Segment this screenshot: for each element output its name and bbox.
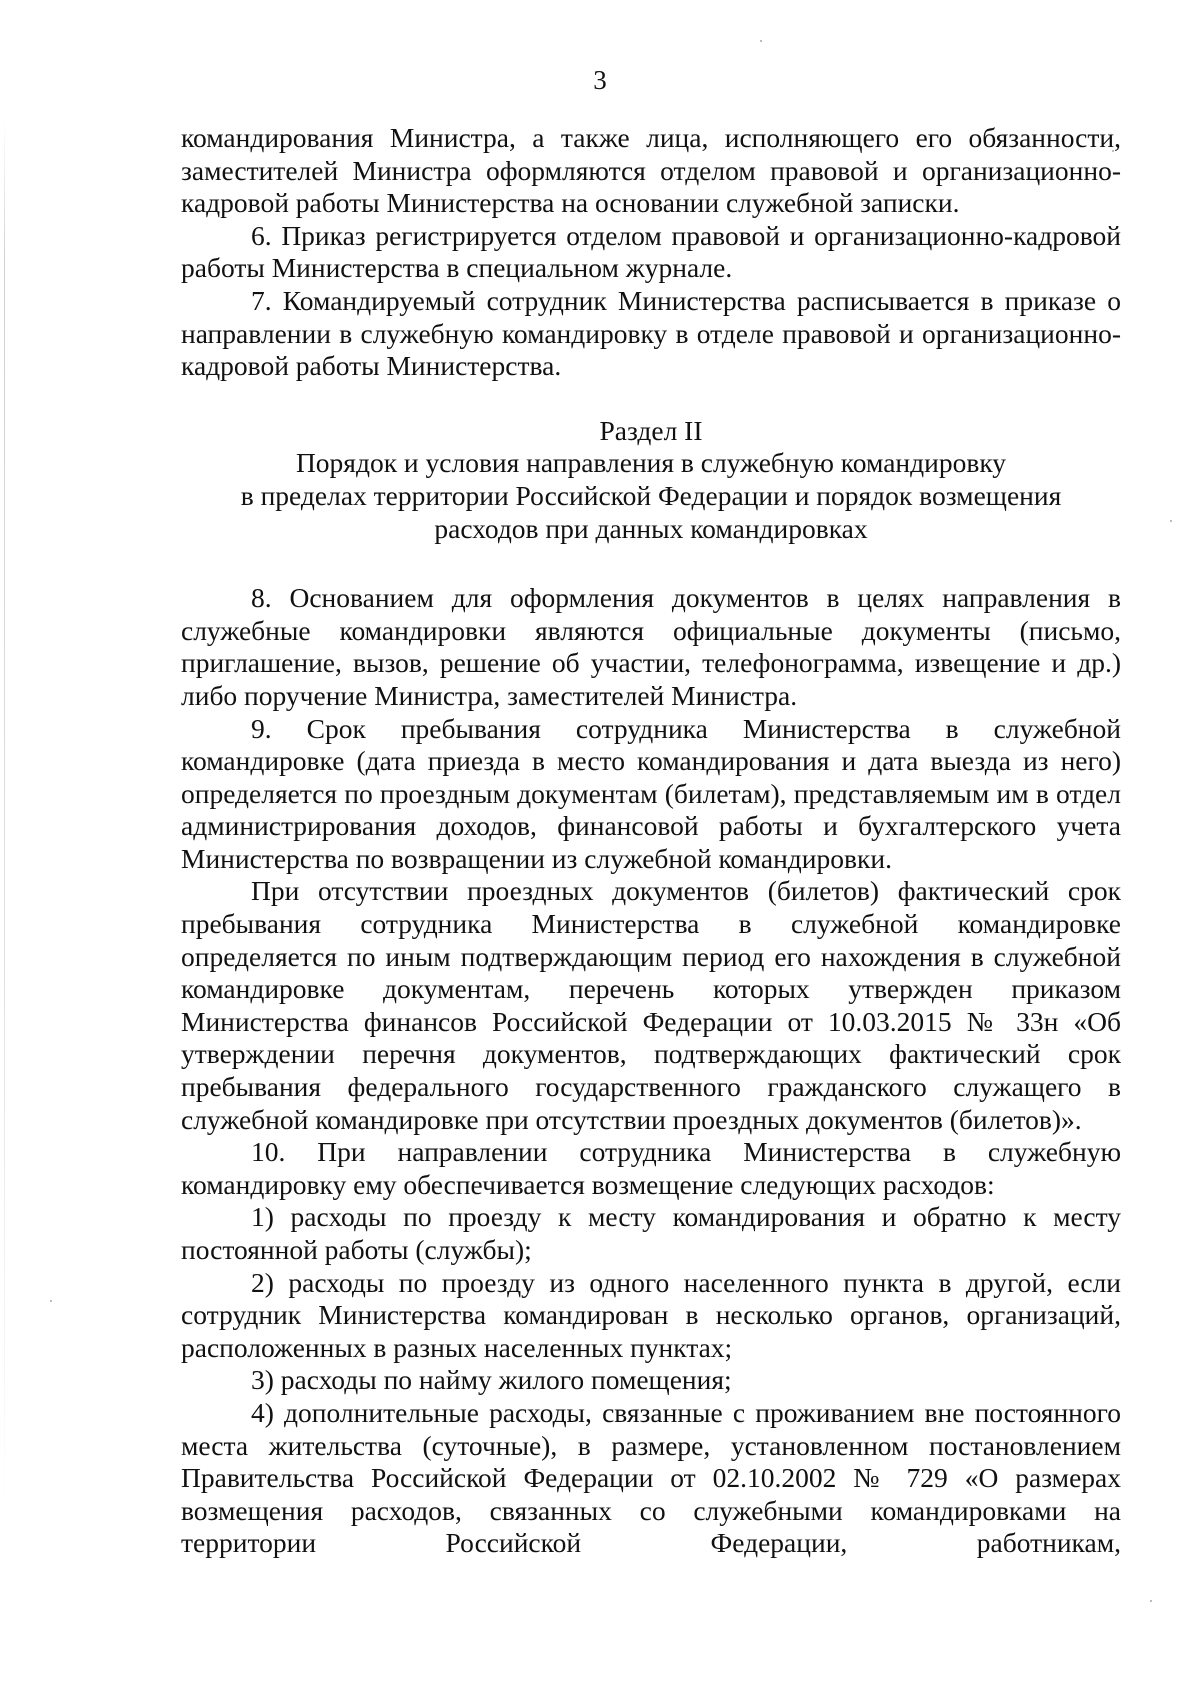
paragraph-p-10-3: 3) расходы по найму жилого помещения; (251, 1364, 732, 1396)
paragraph-p-9: 9. Срок пребывания сотрудника Министерства в служебной командировке (дата приезда в место командирования и дата выезда из него) определяется по проездным документам (билетам), представляемым им в отдел администрирования доходов, финансовой работы и бухгалтерского учета Министерства по возвращении из служебной командировки. (181, 712, 1121, 874)
document-body (181, 122, 1121, 1560)
page-number: 3 (593, 65, 607, 95)
scan-speck (50, 1300, 52, 1302)
paragraph-p-10: 10. При направлении сотрудника Министерства в служебную командировку ему обеспечивается возмещение следующих расходов: (181, 1136, 1121, 1200)
paragraph-p-continuation: командирования Министра, а также лица, исполняющего его обязанности, заместителей Министра оформляются отделом правовой и организационно-кадровой работы Министерства на основании служебной записки. (181, 122, 1121, 219)
paragraph-p-10-1: 1) расходы по проезду к месту командирования и обратно к месту постоянной работы (службы); (181, 1201, 1121, 1265)
paragraph-p-6: 6. Приказ регистрируется отделом правовой и организационно-кадровой работы Министерства в специальном журнале. (181, 219, 1121, 284)
section-label: Раздел II (599, 414, 703, 446)
paragraph-p-8: 8. Основанием для оформления документов в целях направления в служебные командировки являются официальные документы (письмо, приглашение, вызов, решение об участии, телефонограмма, извещение и др.) либо поручение Министра, заместителей Министра. (181, 582, 1121, 711)
scan-speck (1150, 1600, 1152, 1602)
section-title-line-3: расходов при данных командировках (434, 512, 868, 544)
paragraph-p-10-4: 4) дополнительные расходы, связанные с проживанием вне постоянного места жительства (суточные), в размере, установленном постановлением Правительства Российской Федерации от 02.10.2002 № 729 «О размерах возмещения расходов, связанных со служебными командировками на территории Российской Федерации, работникам, (181, 1396, 1121, 1559)
scan-speck (1170, 520, 1172, 522)
scan-speck (760, 40, 762, 42)
paragraph-p-10-2: 2) расходы по проезду из одного населенного пункта в другой, если сотрудник Министерства командирован в несколько органов, организаций, расположенных в разных населенных пунктах; (181, 1266, 1121, 1363)
paragraph-p-7: 7. Командируемый сотрудник Министерства расписывается в приказе о направлении в служебную командировку в отделе правовой и организационно-кадровой работы Министерства. (181, 284, 1121, 382)
section-title-line-2: в пределах территории Российской Федерации и порядок возмещения (240, 479, 1062, 511)
section-title-line-1: Порядок и условия направления в служебную командировку (295, 447, 1007, 479)
paragraphs-after-section (181, 582, 1121, 1560)
section-heading (181, 415, 1121, 545)
paragraph-p-9b: При отсутствии проездных документов (билетов) фактический срок пребывания сотрудника Министерства в служебной командировке определяется по иным подтверждающим период его нахождения в служебной командировке документам, перечень которых утвержден приказом Министерства финансов Российской Федерации от 10.03.2015 № 33н «Об утверждении перечня документов, подтверждающих фактический срок пребывания федерального государственного гражданского служащего в служебной командировке при отсутствии проездных документов (билетов)». (181, 875, 1121, 1135)
scan-edge-line (4, 120, 5, 1520)
scan-speck (1112, 150, 1114, 152)
paragraphs-before-section (181, 122, 1121, 383)
